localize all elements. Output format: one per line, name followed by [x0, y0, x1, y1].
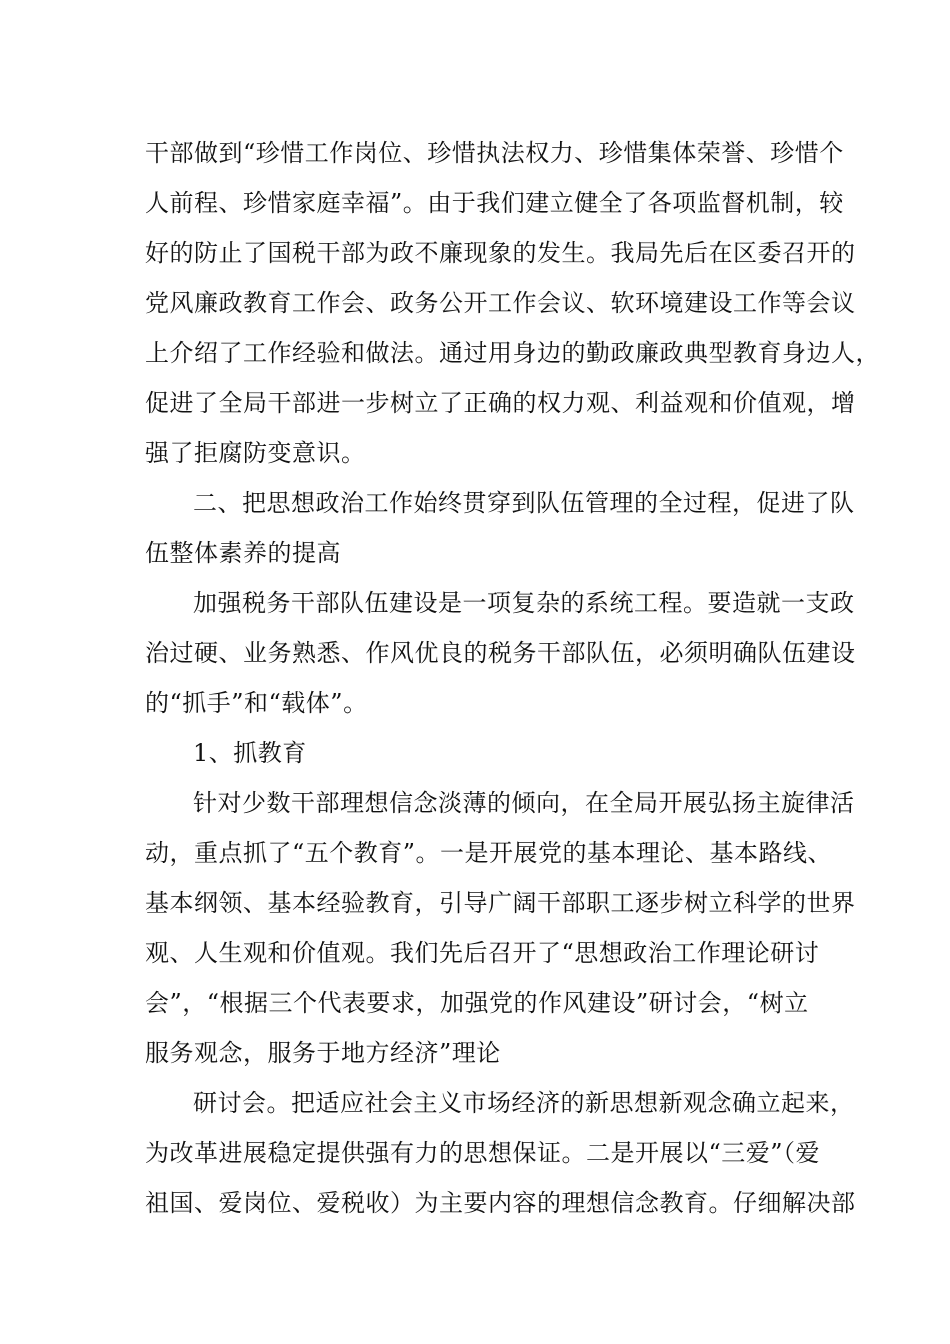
- body-line: 祖国、爱岗位、爱税收）为主要内容的理想信念教育。仔细解决部: [145, 1189, 856, 1217]
- body-line: 党风廉政教育工作会、政务公开工作会议、软环境建设工作等会议: [145, 289, 856, 317]
- body-line: 强了拒腐防变意识。: [145, 439, 366, 467]
- body-line: 服务观念，服务于地方经济”理论: [145, 1039, 501, 1067]
- body-line: 观、人生观和价值观。我们先后召开了“思想政治工作理论研讨: [145, 939, 820, 967]
- body-line: 干部做到“珍惜工作岗位、珍惜执法权力、珍惜集体荣誉、珍惜个: [145, 139, 844, 167]
- document-body: [145, 128, 880, 1228]
- section-heading: 二、把思想政治工作始终贯穿到队伍管理的全过程，促进了队: [193, 489, 855, 517]
- body-line: 针对少数干部理想信念淡薄的倾向，在全局开展弘扬主旋律活: [193, 789, 855, 817]
- body-line: 治过硬、业务熟悉、作风优良的税务干部队伍，必须明确队伍建设: [145, 639, 856, 667]
- body-line: 基本纲领、基本经验教育，引导广阔干部职工逐步树立科学的世界: [145, 889, 856, 917]
- body-line: 促进了全局干部进一步树立了正确的权力观、利益观和价值观，增: [145, 389, 856, 417]
- body-line: 为改革进展稳定提供强有力的思想保证。二是开展以“三爱”（爱: [145, 1139, 821, 1167]
- section-heading: 伍整体素养的提高: [145, 539, 341, 567]
- body-line: 好的防止了国税干部为政不廉现象的发生。我局先后在区委召开的: [145, 239, 856, 267]
- body-line: 加强税务干部队伍建设是一项复杂的系统工程。要造就一支政: [193, 589, 855, 617]
- body-line: 会”，“根据三个代表要求，加强党的作风建设”研讨会，“树立: [145, 989, 809, 1017]
- body-line: 研讨会。把适应社会主义市场经济的新思想新观念确立起来，: [193, 1089, 855, 1117]
- body-line: 人前程、珍惜家庭幸福”。由于我们建立健全了各项监督机制，较: [145, 189, 844, 217]
- subsection-heading: 1、抓教育: [193, 739, 307, 767]
- body-line: 的“抓手”和“载体”。: [145, 689, 368, 717]
- body-line: 上介绍了工作经验和做法。通过用身边的勤政廉政典型教育身边人，: [145, 339, 880, 367]
- body-line: 动，重点抓了“五个教育”。一是开展党的基本理论、基本路线、: [145, 839, 833, 867]
